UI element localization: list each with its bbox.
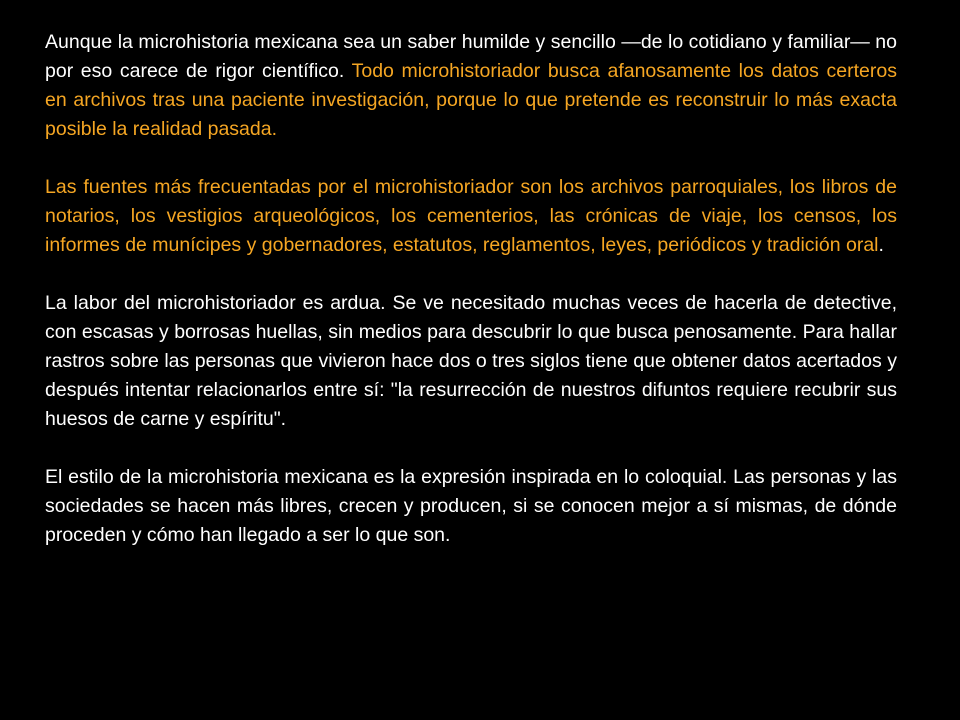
- paragraph-rigor-plain: Aunque la microhistoria mexicana sea un saber humilde y sencillo —de lo cotidiano y familiar— no por eso carece de rigor científico.: [45, 31, 897, 82]
- paragraph-rigor-highlight: Todo microhistoriador busca afanosamente los datos certeros en archivos tras una paciente investigación, porque lo que pretende es reconstruir lo más exacta posible la realidad pasada.: [45, 60, 897, 140]
- paragraph-estilo-text: El estilo de la microhistoria mexicana es la expresión inspirada en lo coloquial. Las personas y las sociedades se hacen más libres, crecen y producen, si se conocen mejor a sí mismas, de dónde proceden y cómo han llegado a ser lo que son.: [45, 466, 897, 546]
- paragraph-labor-text: La labor del microhistoriador es ardua. Se ve necesitado muchas veces de hacerla de detective, con escasas y borrosas huellas, sin medios para descubrir lo que busca penosamente. Para hallar rastros sobre las personas que vivieron hace dos o tres siglos tiene que obtener datos acertados y después intentar relacionarlos entre sí: "la resurrección de nuestros difuntos requiere recubrir sus huesos de carne y espíritu".: [45, 292, 897, 430]
- paragraph-fuentes-end: .: [878, 234, 884, 256]
- paragraph-labor: [45, 289, 897, 434]
- paragraph-fuentes: [45, 173, 897, 260]
- paragraph-estilo: [45, 463, 897, 550]
- text-body: [45, 28, 897, 579]
- paragraph-rigor: [45, 28, 897, 144]
- paragraph-fuentes-highlight: Las fuentes más frecuentadas por el microhistoriador son los archivos parroquiales, los libros de notarios, los vestigios arqueológicos, los cementerios, las crónicas de viaje, los censos, los informes de munícipes y gobernadores, estatutos, reglamentos, leyes, periódicos y tradición oral: [45, 176, 897, 256]
